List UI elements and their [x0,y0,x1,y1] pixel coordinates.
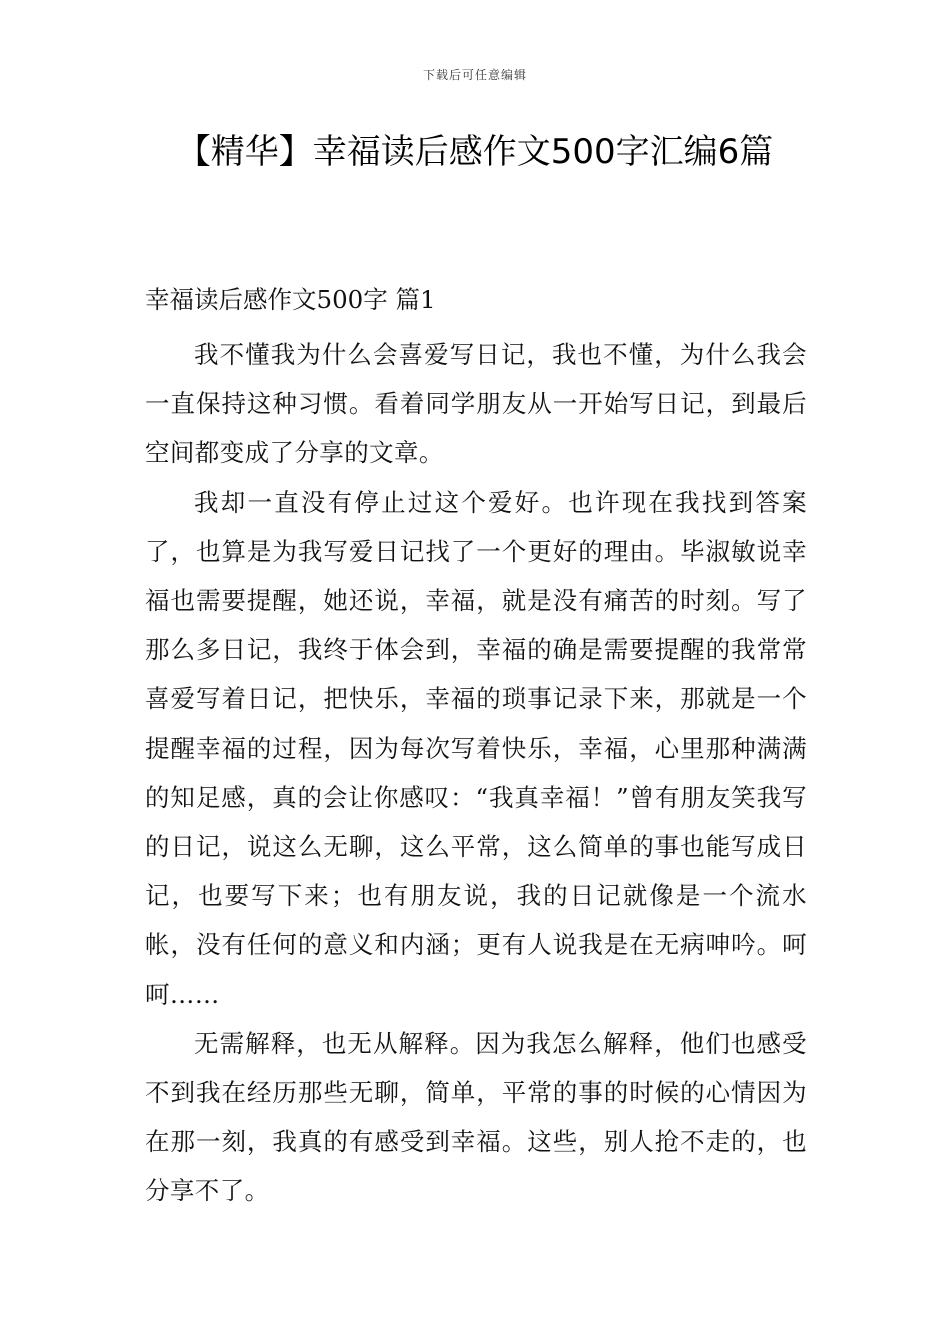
paragraph-3: 无需解释，也无从解释。因为我怎么解释，他们也感受不到我在经历那些无聊，简单，平常的事的时候的心情因为在那一刻，我真的有感受到幸福。这些，别人抢不走的，也分享不了。 [145,1028,807,1206]
paragraph-2: 我却一直没有停止过这个爱好。也许现在我找到答案了，也算是为我写爱日记找了一个更好的理由。毕淑敏说幸福也需要提醒，她还说，幸福，就是没有痛苦的时刻。写了那么多日记，我终于体会到，幸福的确是需要提醒的我常常喜爱写着日记，把快乐，幸福的琐事记录下来，那就是一个提醒幸福的过程，因为每次写着快乐，幸福，心里那种满满的知足感，真的会让你感叹：“我真幸福！”曾有朋友笑我写的日记，说这么无聊，这么平常，这么简单的事也能写成日记，也要写下来；也有朋友说，我的日记就像是一个流水帐，没有任何的意义和内涵；更有人说我是在无病呻吟。呵呵…… [145,487,807,1009]
paragraph-1: 我不懂我为什么会喜爱写日记，我也不懂，为什么我会一直保持这种习惯。看着同学朋友从一开始写日记，到最后空间都变成了分享的文章。 [145,340,807,468]
header-note: 下载后可任意编辑 [422,68,527,82]
section-heading: 幸福读后感作文500字 篇1 [145,285,436,314]
document-title: 【精华】幸福读后感作文500字汇编6篇 [176,132,774,172]
document-body [145,281,807,1216]
